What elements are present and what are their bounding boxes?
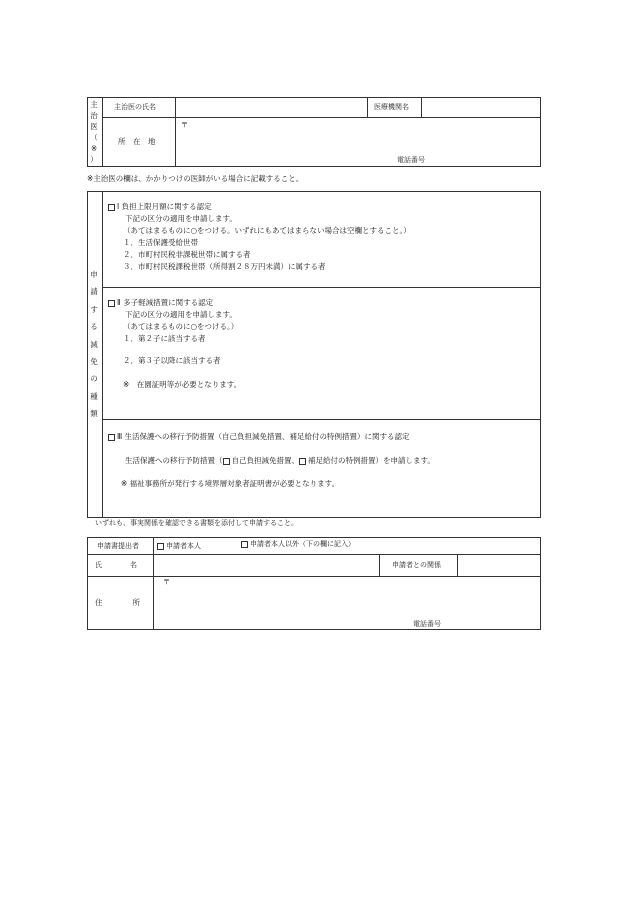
- section3-line1-post: 補足給付の特例措置）を申請します。: [308, 456, 435, 465]
- submitter-label: 申請書提出者: [97, 542, 139, 550]
- applicant-address-label: 住 所: [95, 598, 140, 607]
- doctor-vertical-label: 主 治 医 （ ※ ）: [90, 100, 98, 164]
- section2-item2[interactable]: ２．第３子以降に該当する者: [123, 356, 221, 365]
- applicant-phone-label: 電話番号: [413, 620, 441, 628]
- doctor-name-label: 主治医の氏名: [114, 103, 156, 111]
- submitter-option-self[interactable]: [157, 541, 201, 551]
- doctor-row-divider: [102, 117, 541, 118]
- section2-line2: （あてはまるものに○をつける。）: [123, 322, 239, 331]
- section3-supplementary-checkbox[interactable]: [299, 458, 306, 465]
- applicant-name-label: 氏 名: [95, 561, 137, 569]
- applicant-postal-mark: 〒: [163, 578, 170, 586]
- section1-item1[interactable]: １．生活保護受給世帯: [123, 238, 198, 247]
- submitter-other-checkbox[interactable]: [241, 541, 248, 548]
- reduction-vertical-label: 申 請 す る 減 免 の 種 類: [90, 270, 98, 419]
- doctor-address-field[interactable]: [178, 128, 538, 152]
- doctor-vertical-divider: [102, 97, 103, 167]
- section1-item3[interactable]: ３．市町村民税課税世帯（所得割２８万円未満）に属する者: [123, 262, 326, 271]
- doctor-postal-mark: 〒: [181, 121, 188, 129]
- relation-label: 申請者との関係: [392, 561, 441, 569]
- submitter-other-label: 申請者本人以外（下の欄に記入）: [250, 540, 355, 548]
- section2-item1[interactable]: １．第２子に該当する者: [123, 334, 206, 343]
- reduction-vertical-divider: [102, 191, 103, 518]
- institution-field[interactable]: [424, 100, 538, 115]
- section3-title-text: Ⅲ 生活保護への移行予防措置（自己負担減免措置、補足給付の特例措置）に関する認定: [117, 432, 410, 441]
- section2-title-text: Ⅱ 多子軽減措置に関する認定: [117, 298, 214, 307]
- doctor-label-divider: [175, 97, 176, 167]
- section2-line1: 下記の区分の適用を申請します。: [125, 310, 237, 319]
- submitter-self-label: 申請者本人: [166, 542, 201, 550]
- section3-line1: [125, 456, 435, 466]
- applicant-row-divider-1: [87, 554, 541, 555]
- doctor-phone-label: 電話番号: [397, 156, 425, 164]
- section2-checkbox[interactable]: [108, 300, 115, 307]
- section1-title[interactable]: [108, 202, 212, 212]
- institution-divider-2: [421, 97, 422, 117]
- doctor-address-label: 所 在 地: [118, 137, 156, 146]
- applicant-name-field[interactable]: [156, 557, 376, 573]
- section3-separator: 、: [291, 456, 299, 465]
- relation-divider-2: [457, 554, 458, 576]
- applicant-row-divider-2: [87, 576, 541, 577]
- institution-label: 医療機関名: [374, 103, 409, 111]
- section1-title-text: Ⅰ 負担上限月額に関する認定: [117, 202, 212, 211]
- section3-self-pay-label: 自己負担減免措置: [231, 456, 292, 465]
- section-divider-1: [102, 287, 541, 288]
- applicant-label-divider: [153, 537, 154, 630]
- section3-note: ※ 福祉事務所が発行する境界層対象者証明書が必要となります。: [121, 479, 340, 488]
- relation-divider-1: [379, 554, 380, 576]
- section2-note: ※ 在園証明等が必要となります。: [123, 380, 242, 389]
- section1-line1: 下記の区分の適用を申請します。: [125, 214, 237, 223]
- section-divider-2: [102, 419, 541, 420]
- doctor-name-field[interactable]: [178, 100, 364, 115]
- attachment-note: いずれも、事実関係を確認できる書類を添付して申請すること。: [95, 519, 298, 527]
- submitter-option-other[interactable]: [241, 539, 355, 549]
- section3-self-pay-checkbox[interactable]: [223, 458, 230, 465]
- section2-title[interactable]: [108, 298, 213, 308]
- section1-line2: （あてはまるものに○をつける。いずれにもあてはまらない場合は空欄とすること。）: [123, 226, 411, 235]
- institution-divider-1: [367, 97, 368, 117]
- section1-item2[interactable]: ２．市町村民税非課税世帯に属する者: [123, 250, 251, 259]
- applicant-section-table: [87, 537, 541, 630]
- applicant-address-field[interactable]: [156, 586, 536, 614]
- submitter-self-checkbox[interactable]: [157, 543, 164, 550]
- section3-line1-pre: 生活保護への移行予防措置（: [125, 456, 223, 465]
- doctor-note: ※主治医の欄は、かかりつけの医師がいる場合に記載すること。: [87, 174, 304, 183]
- section3-title[interactable]: [108, 432, 410, 442]
- section1-checkbox[interactable]: [108, 204, 115, 211]
- section3-checkbox[interactable]: [108, 434, 115, 441]
- relation-field[interactable]: [460, 557, 538, 573]
